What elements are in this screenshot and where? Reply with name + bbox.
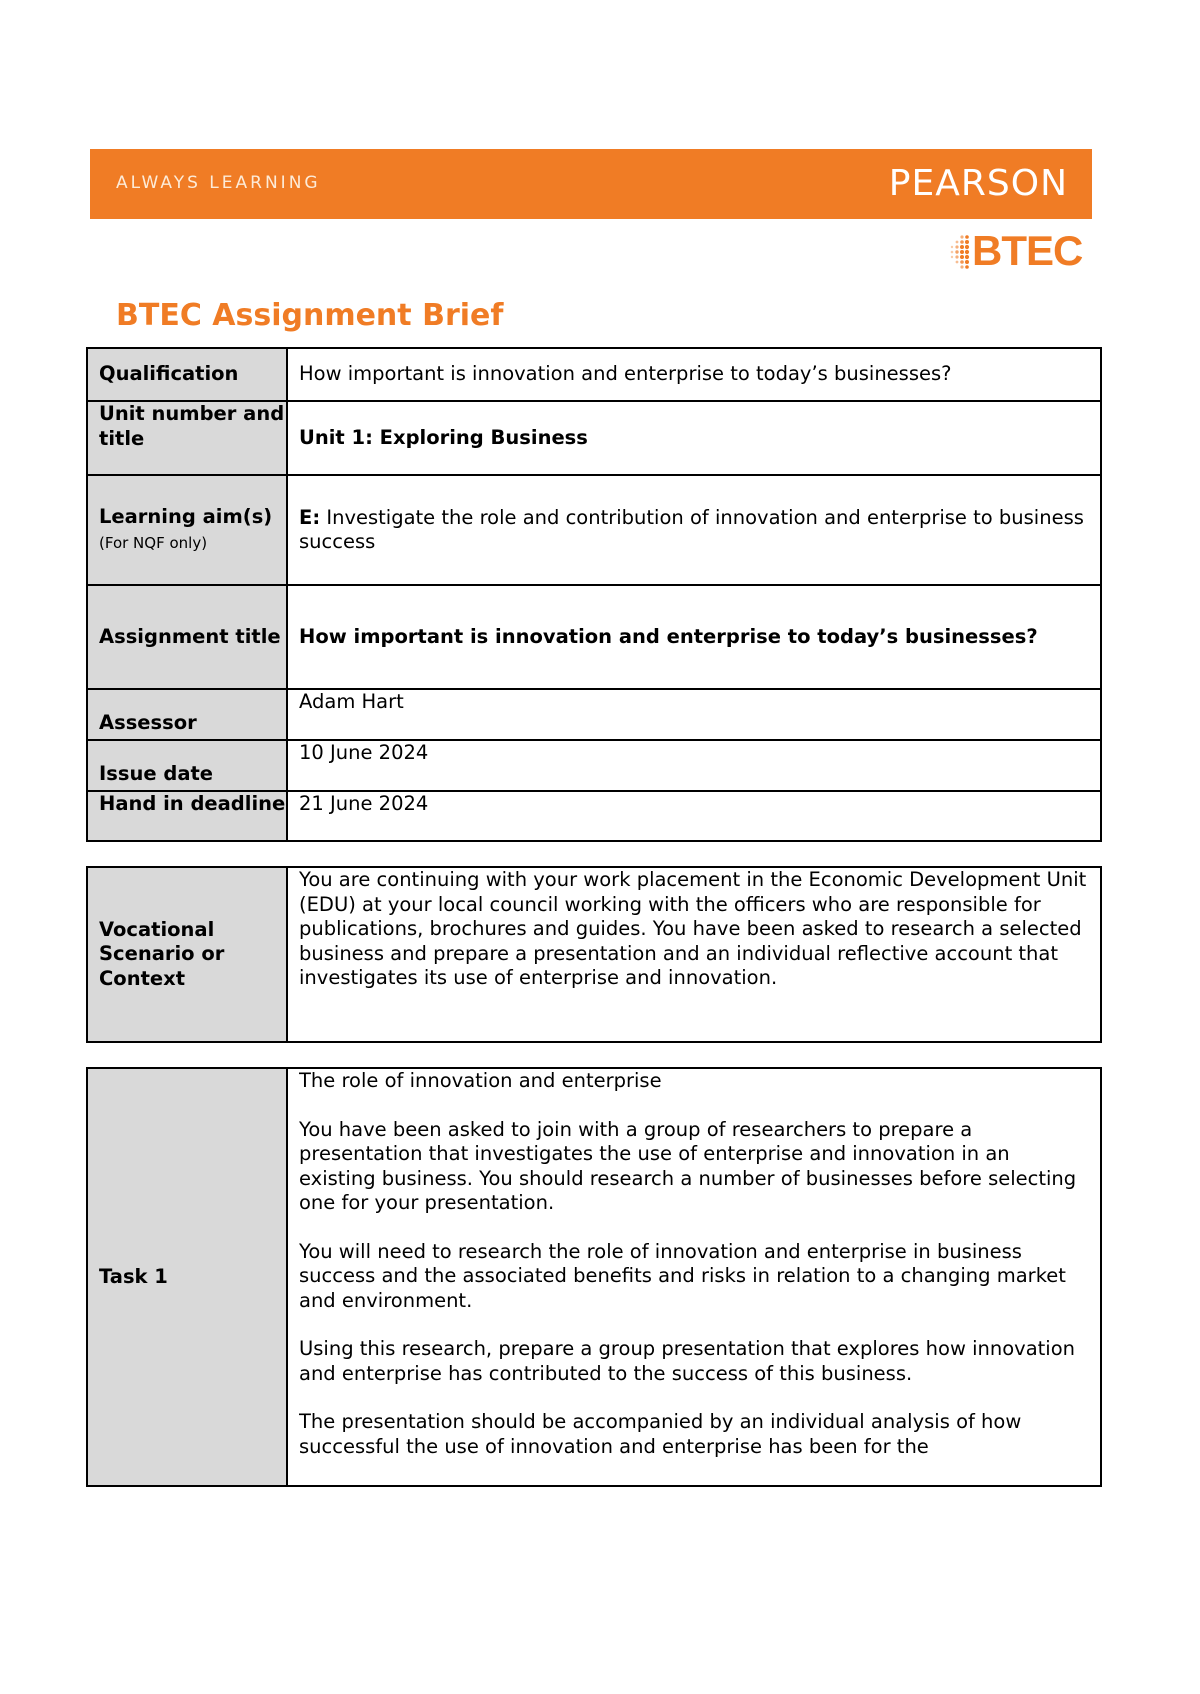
scenario-table bbox=[86, 866, 1102, 1043]
row-scenario bbox=[87, 867, 1101, 1042]
row-task-1 bbox=[87, 1068, 1101, 1486]
btec-wordmark: BTEC bbox=[972, 227, 1083, 274]
row-issue-date bbox=[87, 740, 1101, 791]
details-table bbox=[86, 347, 1102, 842]
task-table bbox=[86, 1067, 1102, 1487]
scenario-text: You are continuing with your work placement in the Economic Development Unit (EDU) at your local council working with the officers who are responsible for publications, brochures and guides. You have been asked to research a selected business and prepare a presentation and an individual reflective account that investigates its use of enterprise and innovation. bbox=[287, 867, 1101, 1042]
unit-label: Unit number and title bbox=[87, 401, 287, 475]
row-qualification bbox=[87, 348, 1101, 401]
btec-logo bbox=[948, 228, 1094, 274]
unit-value: Unit 1: Exploring Business bbox=[287, 401, 1101, 475]
qualification-label: Qualification bbox=[87, 348, 287, 401]
assignment-title-value: How important is innovation and enterprise to today’s businesses? bbox=[287, 585, 1101, 689]
deadline-value: 21 June 2024 bbox=[287, 791, 1101, 841]
task-1-heading: The role of innovation and enterprise bbox=[299, 1069, 662, 1092]
issue-date-value: 10 June 2024 bbox=[287, 740, 1101, 791]
qualification-value: How important is innovation and enterprise to today’s businesses? bbox=[287, 348, 1101, 401]
task-1-label: Task 1 bbox=[87, 1068, 287, 1486]
assessor-label: Assessor bbox=[87, 689, 287, 740]
task-1-paragraph: The presentation should be accompanied by an individual analysis of how successful the use of innovation and enterprise has been for the bbox=[299, 1410, 1022, 1458]
header-banner bbox=[90, 149, 1092, 219]
learning-aims-value bbox=[287, 475, 1101, 585]
learning-aims-title: Learning aim(s) bbox=[99, 505, 273, 528]
scenario-label: Vocational Scenario or Context bbox=[87, 867, 287, 1042]
task-1-paragraph: Using this research, prepare a group presentation that explores how innovation and enterprise has contributed to the success of this business. bbox=[299, 1337, 1076, 1385]
btec-dots-icon bbox=[948, 234, 972, 270]
task-1-text bbox=[299, 1069, 1090, 1483]
learning-aims-label bbox=[87, 475, 287, 585]
learning-aim-text: Investigate the role and contribution of innovation and enterprise to business success bbox=[299, 505, 1084, 553]
deadline-label-text: Hand in deadline bbox=[99, 792, 286, 815]
row-learning-aims bbox=[87, 475, 1101, 585]
row-assignment-title bbox=[87, 585, 1101, 689]
task-1-paragraph: You will need to research the role of innovation and enterprise in business success and the associated benefits and risks in relation to a changing market and environment. bbox=[299, 1239, 1066, 1312]
pearson-logo: PEARSON bbox=[888, 163, 1068, 204]
learning-aims-note: (For NQF only) bbox=[99, 533, 208, 552]
row-assessor bbox=[87, 689, 1101, 740]
assignment-title-label: Assignment title bbox=[87, 585, 287, 689]
issue-date-label: Issue date bbox=[87, 740, 287, 791]
task-1-paragraph: You have been asked to join with a group of researchers to prepare a presentation that investigates the use of enterprise and innovation in an existing business. You should research a number of businesses before selecting one for your presentation. bbox=[299, 1117, 1077, 1214]
task-1-content bbox=[287, 1068, 1101, 1486]
deadline-label bbox=[87, 791, 287, 841]
document-title: BTEC Assignment Brief bbox=[116, 298, 504, 333]
learning-aim-code: E: bbox=[299, 505, 321, 529]
row-unit bbox=[87, 401, 1101, 475]
tagline: ALWAYS LEARNING bbox=[116, 173, 321, 193]
assessor-value: Adam Hart bbox=[287, 689, 1101, 740]
row-deadline bbox=[87, 791, 1101, 841]
